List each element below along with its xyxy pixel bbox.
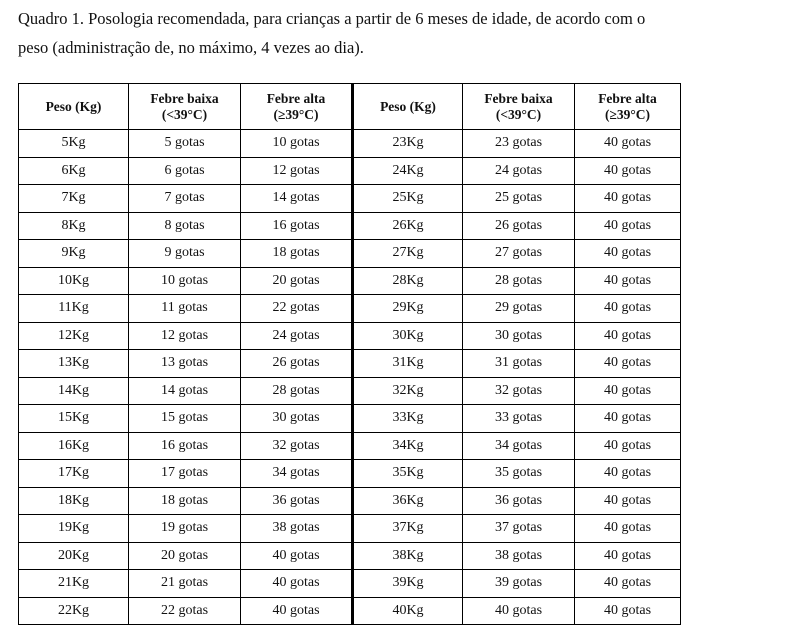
cell-febre-alta-left: 20 gotas: [241, 267, 353, 295]
table-row: [19, 212, 681, 240]
cell-febre-baixa-left: 21 gotas: [129, 570, 241, 598]
cell-peso-left: 20Kg: [19, 542, 129, 570]
cell-febre-alta-right: 40 gotas: [575, 295, 681, 323]
cell-febre-alta-left: 40 gotas: [241, 542, 353, 570]
header-peso-label: Peso (Kg): [380, 98, 436, 114]
cell-febre-baixa-right: 34 gotas: [463, 432, 575, 460]
cell-febre-alta-left: 18 gotas: [241, 240, 353, 268]
table-row: [19, 405, 681, 433]
cell-febre-alta-right: 40 gotas: [575, 377, 681, 405]
cell-febre-baixa-left: 16 gotas: [129, 432, 241, 460]
cell-febre-alta-left: 36 gotas: [241, 487, 353, 515]
cell-febre-alta-left: 30 gotas: [241, 405, 353, 433]
cell-peso-left: 17Kg: [19, 460, 129, 488]
header-febre-baixa-label: Febre baixa: [484, 90, 553, 106]
table-body: [19, 130, 681, 625]
cell-peso-right: 27Kg: [353, 240, 463, 268]
table-row: [19, 267, 681, 295]
cell-febre-baixa-right: 31 gotas: [463, 350, 575, 378]
cell-febre-baixa-left: 11 gotas: [129, 295, 241, 323]
cell-febre-alta-left: 40 gotas: [241, 570, 353, 598]
table-row: [19, 487, 681, 515]
cell-febre-baixa-left: 15 gotas: [129, 405, 241, 433]
cell-febre-alta-right: 40 gotas: [575, 240, 681, 268]
header-febre-baixa-right: [463, 84, 575, 130]
header-febre-alta-left: [241, 84, 353, 130]
cell-peso-right: 36Kg: [353, 487, 463, 515]
cell-peso-right: 30Kg: [353, 322, 463, 350]
cell-febre-baixa-right: 29 gotas: [463, 295, 575, 323]
header-febre-baixa-left: [129, 84, 241, 130]
cell-febre-alta-right: 40 gotas: [575, 460, 681, 488]
table-header-row: [19, 84, 681, 130]
cell-febre-baixa-right: 32 gotas: [463, 377, 575, 405]
cell-febre-alta-left: 22 gotas: [241, 295, 353, 323]
cell-peso-right: 26Kg: [353, 212, 463, 240]
cell-peso-left: 13Kg: [19, 350, 129, 378]
cell-febre-alta-left: 14 gotas: [241, 185, 353, 213]
cell-febre-alta-right: 40 gotas: [575, 405, 681, 433]
header-febre-alta-label: Febre alta: [598, 90, 657, 106]
cell-febre-alta-right: 40 gotas: [575, 212, 681, 240]
table-row: [19, 295, 681, 323]
cell-febre-baixa-right: 39 gotas: [463, 570, 575, 598]
cell-febre-baixa-left: 18 gotas: [129, 487, 241, 515]
cell-febre-baixa-right: 33 gotas: [463, 405, 575, 433]
cell-febre-baixa-right: 24 gotas: [463, 157, 575, 185]
cell-febre-alta-right: 40 gotas: [575, 322, 681, 350]
cell-peso-left: 8Kg: [19, 212, 129, 240]
cell-febre-baixa-right: 37 gotas: [463, 515, 575, 543]
cell-peso-right: 38Kg: [353, 542, 463, 570]
cell-peso-right: 23Kg: [353, 130, 463, 158]
table-row: [19, 570, 681, 598]
cell-febre-alta-left: 34 gotas: [241, 460, 353, 488]
header-peso-right: [353, 84, 463, 130]
cell-febre-baixa-left: 13 gotas: [129, 350, 241, 378]
table-caption: [18, 4, 798, 62]
header-febre-baixa-label: Febre baixa: [150, 90, 219, 106]
cell-peso-right: 39Kg: [353, 570, 463, 598]
table-row: [19, 322, 681, 350]
dosage-table: [18, 83, 681, 625]
header-febre-alta-sub: (≥39°C): [604, 106, 651, 122]
header-peso-left: [19, 84, 129, 130]
cell-febre-alta-left: 38 gotas: [241, 515, 353, 543]
cell-peso-left: 15Kg: [19, 405, 129, 433]
cell-peso-right: 35Kg: [353, 460, 463, 488]
cell-peso-left: 16Kg: [19, 432, 129, 460]
cell-peso-left: 11Kg: [19, 295, 129, 323]
cell-peso-left: 18Kg: [19, 487, 129, 515]
table-row: [19, 240, 681, 268]
table-row: [19, 542, 681, 570]
table-row: [19, 432, 681, 460]
cell-febre-baixa-left: 7 gotas: [129, 185, 241, 213]
cell-peso-right: 31Kg: [353, 350, 463, 378]
cell-peso-left: 7Kg: [19, 185, 129, 213]
cell-febre-baixa-left: 6 gotas: [129, 157, 241, 185]
cell-febre-baixa-right: 38 gotas: [463, 542, 575, 570]
cell-peso-right: 33Kg: [353, 405, 463, 433]
cell-peso-right: 34Kg: [353, 432, 463, 460]
cell-febre-baixa-right: 26 gotas: [463, 212, 575, 240]
table-row: [19, 597, 681, 625]
cell-febre-baixa-left: 14 gotas: [129, 377, 241, 405]
cell-febre-alta-left: 26 gotas: [241, 350, 353, 378]
cell-peso-right: 29Kg: [353, 295, 463, 323]
caption-line-1: Quadro 1. Posologia recomendada, para crianças a partir de 6 meses de idade, de acordo com o: [18, 9, 646, 28]
table-row: [19, 185, 681, 213]
cell-febre-baixa-left: 22 gotas: [129, 597, 241, 625]
cell-febre-alta-right: 40 gotas: [575, 350, 681, 378]
cell-febre-alta-left: 32 gotas: [241, 432, 353, 460]
cell-febre-alta-right: 40 gotas: [575, 185, 681, 213]
cell-febre-alta-left: 12 gotas: [241, 157, 353, 185]
cell-peso-left: 14Kg: [19, 377, 129, 405]
cell-febre-baixa-right: 23 gotas: [463, 130, 575, 158]
header-peso-label: Peso (Kg): [45, 98, 102, 114]
cell-peso-left: 21Kg: [19, 570, 129, 598]
cell-febre-alta-right: 40 gotas: [575, 432, 681, 460]
cell-febre-alta-left: 40 gotas: [241, 597, 353, 625]
cell-febre-alta-right: 40 gotas: [575, 157, 681, 185]
header-febre-alta-sub: (≥39°C): [273, 106, 319, 122]
cell-febre-baixa-left: 9 gotas: [129, 240, 241, 268]
cell-febre-baixa-left: 5 gotas: [129, 130, 241, 158]
cell-peso-right: 32Kg: [353, 377, 463, 405]
cell-febre-alta-right: 40 gotas: [575, 267, 681, 295]
cell-febre-baixa-right: 27 gotas: [463, 240, 575, 268]
cell-febre-alta-left: 28 gotas: [241, 377, 353, 405]
cell-peso-left: 6Kg: [19, 157, 129, 185]
table-row: [19, 130, 681, 158]
cell-febre-baixa-right: 36 gotas: [463, 487, 575, 515]
cell-febre-baixa-right: 25 gotas: [463, 185, 575, 213]
table-row: [19, 460, 681, 488]
table-row: [19, 515, 681, 543]
cell-peso-left: 12Kg: [19, 322, 129, 350]
cell-peso-left: 22Kg: [19, 597, 129, 625]
header-febre-alta-label: Febre alta: [266, 90, 326, 106]
cell-febre-alta-right: 40 gotas: [575, 570, 681, 598]
cell-peso-left: 9Kg: [19, 240, 129, 268]
cell-febre-alta-left: 16 gotas: [241, 212, 353, 240]
cell-febre-baixa-right: 40 gotas: [463, 597, 575, 625]
caption-line-2: peso (administração de, no máximo, 4 vezes ao dia).: [18, 38, 364, 57]
cell-febre-baixa-left: 12 gotas: [129, 322, 241, 350]
table-row: [19, 157, 681, 185]
table-row: [19, 377, 681, 405]
cell-febre-baixa-left: 17 gotas: [129, 460, 241, 488]
cell-peso-right: 40Kg: [353, 597, 463, 625]
cell-febre-alta-right: 40 gotas: [575, 597, 681, 625]
cell-peso-left: 5Kg: [19, 130, 129, 158]
cell-febre-alta-right: 40 gotas: [575, 542, 681, 570]
cell-febre-baixa-left: 20 gotas: [129, 542, 241, 570]
cell-febre-alta-left: 10 gotas: [241, 130, 353, 158]
cell-febre-baixa-left: 10 gotas: [129, 267, 241, 295]
cell-febre-alta-right: 40 gotas: [575, 487, 681, 515]
cell-peso-left: 19Kg: [19, 515, 129, 543]
header-febre-alta-right: [575, 84, 681, 130]
cell-febre-baixa-right: 30 gotas: [463, 322, 575, 350]
table-row: [19, 350, 681, 378]
cell-febre-alta-left: 24 gotas: [241, 322, 353, 350]
cell-febre-baixa-right: 35 gotas: [463, 460, 575, 488]
header-febre-baixa-sub: (<39°C): [161, 106, 208, 122]
cell-peso-left: 10Kg: [19, 267, 129, 295]
cell-peso-right: 37Kg: [353, 515, 463, 543]
cell-peso-right: 24Kg: [353, 157, 463, 185]
cell-peso-right: 25Kg: [353, 185, 463, 213]
cell-febre-baixa-left: 8 gotas: [129, 212, 241, 240]
cell-febre-baixa-left: 19 gotas: [129, 515, 241, 543]
cell-febre-alta-right: 40 gotas: [575, 515, 681, 543]
cell-febre-alta-right: 40 gotas: [575, 130, 681, 158]
cell-febre-baixa-right: 28 gotas: [463, 267, 575, 295]
header-febre-baixa-sub: (<39°C): [495, 106, 542, 122]
cell-peso-right: 28Kg: [353, 267, 463, 295]
